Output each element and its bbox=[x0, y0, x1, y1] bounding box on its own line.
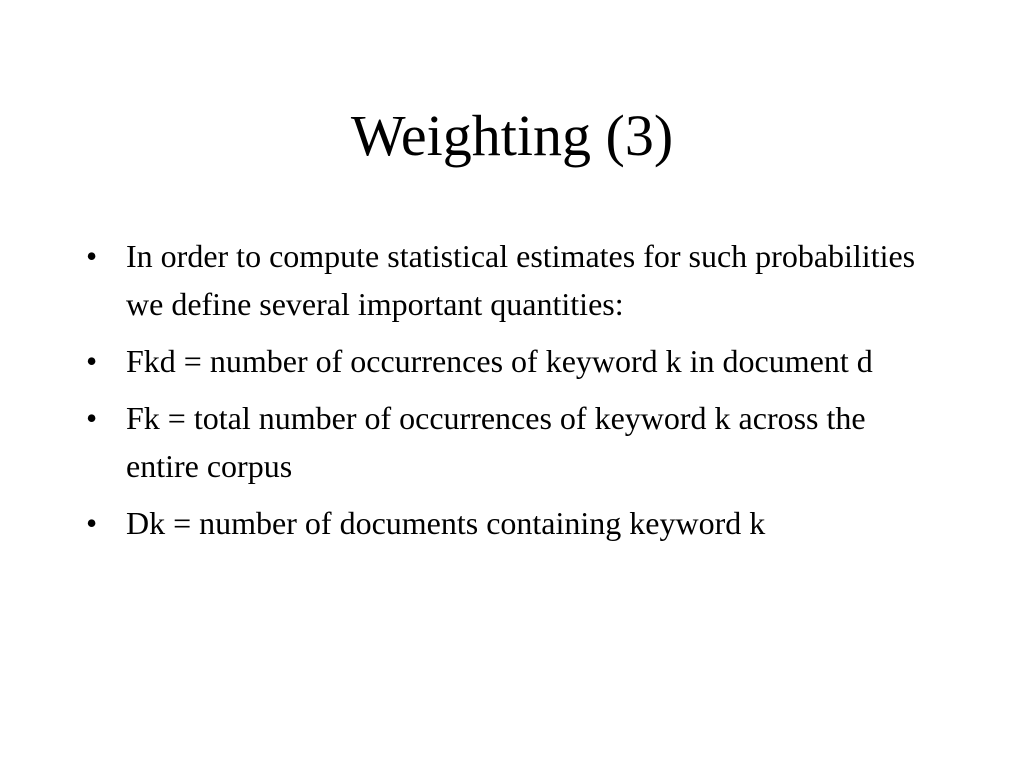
bullet-item bbox=[86, 394, 946, 490]
bullet-text: Fk = total number of occurrences of keyword k across the entire corpus bbox=[126, 400, 866, 484]
bullet-dot-icon: • bbox=[86, 505, 98, 541]
bullet-text: Fkd = number of occurrences of keyword k in document d bbox=[126, 343, 873, 379]
bullet-item bbox=[86, 499, 946, 547]
bullet-dot-icon: • bbox=[86, 343, 98, 379]
bullet-text: Dk = number of documents containing keyword k bbox=[126, 505, 766, 541]
bullet-item bbox=[86, 232, 946, 328]
bullet-dot-icon: • bbox=[86, 400, 98, 436]
bullet-text: In order to compute statistical estimates for such probabilities we define several important quantities: bbox=[126, 238, 916, 322]
bullet-dot-icon: • bbox=[86, 238, 98, 274]
bullet-list bbox=[86, 232, 946, 556]
bullet-item bbox=[86, 337, 946, 385]
slide-title: Weighting (3) bbox=[350, 103, 674, 168]
